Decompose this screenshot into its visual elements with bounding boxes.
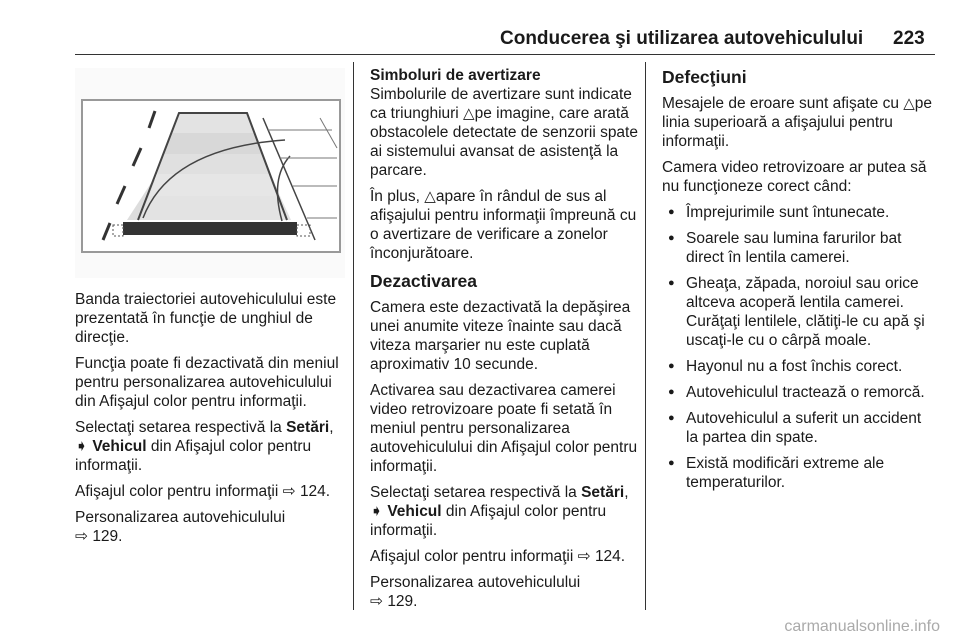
arrow-right-icon: ➧ — [75, 438, 88, 455]
cross-reference[interactable]: Personalizarea autovehiculului ⇨ 129. — [75, 509, 286, 545]
bullet-list — [662, 203, 937, 492]
section-heading: Defecţiuni — [662, 67, 747, 87]
list-item: ● Autovehiculul a suferit un accident la partea din spate. — [662, 409, 937, 447]
section-heading: Dezactivarea — [370, 271, 478, 291]
column-divider — [645, 62, 646, 610]
header-rule — [75, 54, 935, 55]
column-divider — [353, 62, 354, 610]
warning-triangle-icon: △ — [424, 188, 436, 205]
warning-triangle-icon: △ — [463, 105, 475, 122]
warning-triangle-icon: △ — [903, 95, 915, 112]
list-item: ● Gheaţa, zăpada, noroiul sau orice altceva acoperă lentila camerei. Curăţaţi lentilele, clătiţi-le cu apă şi uscaţi-le cu o cârpă moale. — [662, 274, 937, 350]
list-item: ● Împrejurimile sunt întunecate. — [662, 203, 937, 222]
list-item: ● Autovehiculul tractează o remorcă. — [662, 383, 937, 402]
list-item: ● Există modificări extreme ale temperaturilor. — [662, 454, 937, 492]
paragraph: Selectaţi setarea respectivă la Setări, ➧ Vehicul din Afişajul color pentru informaţii. — [370, 484, 629, 539]
page-number: 223 — [893, 28, 925, 49]
arrow-right-icon: ➧ — [370, 503, 383, 520]
list-item: ● Soarele sau lumina farurilor bat direct în lentila camerei. — [662, 229, 937, 267]
paragraph: Selectaţi setarea respectivă la Setări, ➧ Vehicul din Afişajul color pentru informaţii. — [75, 419, 334, 474]
right-column — [662, 66, 937, 499]
page-ref-icon: ⇨ — [75, 528, 88, 545]
page-ref-icon: ⇨ — [370, 593, 383, 610]
cross-reference[interactable]: Afişajul color pentru informaţii ⇨ 124. — [75, 483, 331, 500]
cross-reference[interactable]: Personalizarea autovehiculului ⇨ 129. — [370, 574, 581, 610]
paragraph: Camera video retrovizoare ar putea să nu funcţioneze corect când: — [662, 159, 927, 195]
paragraph: Camera este dezactivată la depăşirea unei anumite viteze înainte sau dacă viteza marşarier nu este cuplată aproximativ 10 secunde. — [370, 299, 631, 373]
page-ref-icon: ⇨ — [577, 548, 591, 565]
cross-reference[interactable]: Afişajul color pentru informaţii ⇨ 124. — [370, 548, 626, 565]
list-item: ● Hayonul nu a fost închis corect. — [662, 357, 937, 376]
paragraph: În plus, △apare în rândul de sus al afişajului pentru informaţii împreună cu o avertizare de verificare a zonelor înconjurătoare. — [370, 188, 637, 262]
running-header: Conducerea şi utilizarea autovehiculului — [500, 28, 864, 49]
section-title: Simboluri de avertizare — [370, 67, 541, 84]
paragraph: Simbolurile de avertizare sunt indicate ca triunghiuri △pe imagine, care arată obstacolele detectate de senzorii spate ai sistemului avansat de asistenţă la parcare. — [370, 86, 638, 179]
paragraph: Funcţia poate fi dezactivată din meniul pentru personalizarea autovehiculului din Afişajul color pentru informaţii. — [75, 355, 339, 410]
paragraph: Mesajele de eroare sunt afişate cu △pe linia superioară a afişajului pentru informaţii. — [662, 95, 933, 150]
paragraph: Activarea sau dezactivarea camerei video retrovizoare poate fi setată în meniul pentru personalizarea autovehiculului din Afişajul color pentru informaţii. — [370, 382, 638, 475]
page-ref-icon: ⇨ — [282, 483, 296, 500]
middle-column — [370, 66, 638, 618]
left-column — [75, 290, 347, 553]
watermark: carmanualsonline.info — [784, 618, 940, 635]
figure-caption: Banda traiectoriei autovehiculului este prezentată în funcţie de unghiul de direcţie. — [75, 291, 337, 346]
rear-camera-illustration — [75, 68, 345, 278]
